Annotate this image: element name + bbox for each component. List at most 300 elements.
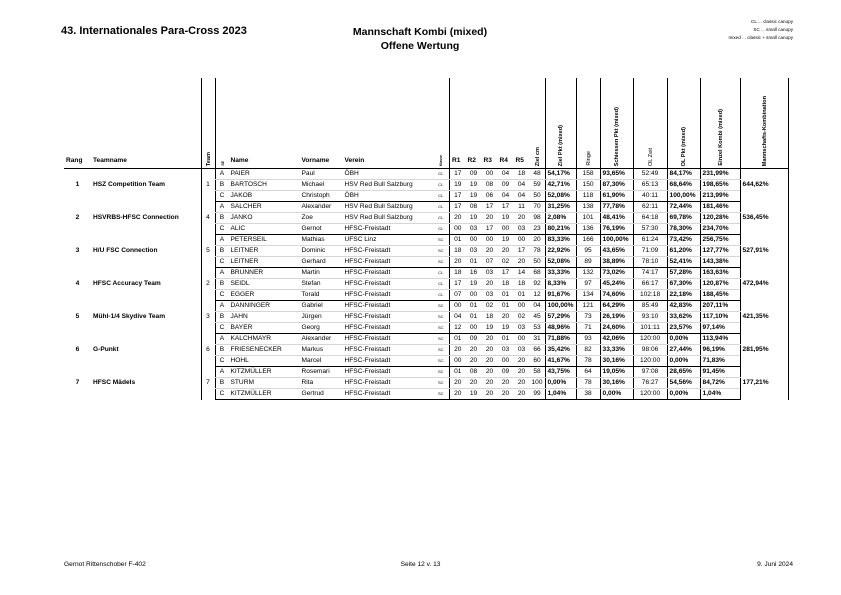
round-score-r5: 02 [514,312,530,323]
round-score-r4: 20 [498,389,514,400]
round-score-r3: 06 [482,191,498,202]
team-rank: 4 [75,280,80,287]
athlete-firstname: Stefan [300,279,343,290]
round-score-r3: 17 [482,202,498,213]
athlete-club: HFSC-Freistadt [343,268,433,279]
team-number: 4 [201,202,215,235]
table-row [64,202,788,213]
athlete-club: UFSC Linz [343,235,433,246]
athlete-firstname: Markus [300,345,343,356]
rings: 166 [576,235,600,246]
orienteering-time: 120:00 [633,389,667,400]
round-score-r4: 19 [498,213,514,224]
round-score-r3: 20 [482,246,498,257]
athlete-surname: JAHN [229,312,300,323]
round-score-r3: 17 [482,224,498,235]
individual-combined: 234,70% [700,224,740,235]
team-number: 7 [201,367,215,400]
round-score-r1: 17 [450,191,466,202]
athlete-surname: KITZMÜLLER [229,389,300,400]
round-score-r1: 20 [450,389,466,400]
athlete-club: HFSC-Freistadt [343,290,433,301]
rings: 78 [576,378,600,389]
rings: 136 [576,224,600,235]
orienteering-points: 23,57% [667,323,700,334]
individual-combined: 117,10% [700,312,740,323]
athlete-club: HFSC-Freistadt [343,301,433,312]
orienteering-time: 57:30 [633,224,667,235]
canopy-class: SC [433,246,450,257]
athlete-surname: PETERSEIL [229,235,300,246]
orienteering-points: 0,00% [667,389,700,400]
col-einzel-kombi: Einzel Kombi (mixed) [700,78,740,169]
target-points: 83,33% [545,235,576,246]
table-row [64,301,788,312]
starter-letter: A [215,268,229,279]
team-rank: 6 [75,346,80,353]
canopy-class: SC [433,257,450,268]
round-score-r3: 20 [482,367,498,378]
target-points: 52,08% [545,257,576,268]
shooting-points: 74,60% [600,290,633,301]
round-score-r2: 01 [466,301,482,312]
target-points: 52,08% [545,191,576,202]
orienteering-time: 93:10 [633,312,667,323]
round-score-r5: 18 [514,279,530,290]
round-score-r2: 09 [466,334,482,345]
orienteering-time: 120:00 [633,356,667,367]
orienteering-time: 65:13 [633,180,667,191]
round-score-r2: 08 [466,367,482,378]
orienteering-time: 52:49 [633,169,667,180]
orienteering-time: 62:11 [633,202,667,213]
round-score-r4: 19 [498,235,514,246]
round-score-r4: 20 [498,378,514,389]
round-score-r5: 04 [514,191,530,202]
round-score-r4: 20 [498,246,514,257]
shooting-points: 0,00% [600,389,633,400]
individual-combined: 91,45% [700,367,740,378]
starter-letter: C [215,389,229,400]
target-points: 0,00% [545,378,576,389]
canopy-class: SC [433,235,450,246]
round-score-r4: 01 [498,334,514,345]
target-cm: 50 [530,191,546,202]
starter-letter: C [215,323,229,334]
starter-letter: B [215,246,229,257]
round-score-r2: 19 [466,213,482,224]
individual-combined: 188,45% [700,290,740,301]
team-number: 1 [201,169,215,202]
round-score-r4: 17 [498,202,514,213]
starter-letter: C [215,257,229,268]
round-score-r4: 17 [498,268,514,279]
round-score-r1: 01 [450,235,466,246]
shooting-points: 61,90% [600,191,633,202]
orienteering-points: 54,56% [667,378,700,389]
col-r4: R4 [498,78,514,169]
shooting-points: 19,05% [600,367,633,378]
individual-combined: 181,46% [700,202,740,213]
competition-heading [320,25,520,53]
round-score-r2: 03 [466,224,482,235]
round-score-r2: 03 [466,246,482,257]
team-rank: 2 [75,214,80,221]
target-cm: 50 [530,257,546,268]
round-score-r5: 03 [514,224,530,235]
team-rank: 1 [75,181,80,189]
round-score-r2: 00 [466,235,482,246]
round-score-r3: 20 [482,378,498,389]
round-score-r4: 00 [498,356,514,367]
athlete-firstname: Zoe [300,213,343,224]
col-rang: Rang [64,78,91,169]
canopy-class: CL [433,268,450,279]
round-score-r2: 00 [466,290,482,301]
team-name: Mühl-1/4 Skydive Team [93,313,166,320]
orienteering-time: 97:08 [633,367,667,378]
shooting-points: 64,29% [600,301,633,312]
table-row [64,334,788,345]
athlete-surname: STURM [229,378,300,389]
team-combined-total: 536,45% [740,202,788,235]
canopy-class: CL [433,224,450,235]
orienteering-time: 120:00 [633,334,667,345]
canopy-class: CL [433,169,450,180]
athlete-club: HSV Red Bull Salzburg [343,180,433,191]
target-cm: 31 [530,334,546,345]
col-teamname: Teamname [91,78,201,169]
col-mannschafts-kombination: Mannschafts-Kombination [740,78,788,169]
rings: 121 [576,301,600,312]
athlete-surname: BARTOSCH [229,180,300,191]
target-points: 8,33% [545,279,576,290]
col-ziel-pkt: Ziel Pkt (mixed) [545,78,576,169]
individual-combined: 71,83% [700,356,740,367]
shooting-points: 30,16% [600,378,633,389]
starter-letter: B [215,345,229,356]
athlete-firstname: Gabriel [300,301,343,312]
col-ol-pkt: OL Pkt (mixed) [667,78,700,169]
round-score-r5: 20 [514,356,530,367]
rings: 93 [576,334,600,345]
athlete-club: HFSC-Freistadt [343,312,433,323]
target-points: 35,42% [545,345,576,356]
round-score-r3: 00 [482,169,498,180]
individual-combined: 1,04% [700,389,740,400]
round-score-r1: 17 [450,169,466,180]
rings: 95 [576,246,600,257]
athlete-club: HFSC-Freistadt [343,378,433,389]
col-name: Name [229,78,300,169]
round-score-r3: 07 [482,257,498,268]
col-r5: R5 [514,78,530,169]
canopy-class: SC [433,367,450,378]
round-score-r5: 20 [514,257,530,268]
round-score-r1: 00 [450,224,466,235]
round-score-r2: 19 [466,279,482,290]
round-score-r1: 20 [450,378,466,389]
athlete-firstname: Jürgen [300,312,343,323]
orienteering-points: 27,44% [667,345,700,356]
round-score-r5: 20 [514,213,530,224]
athlete-club: HFSC-Freistadt [343,389,433,400]
target-points: 48,96% [545,323,576,334]
col-verein: Verein [343,78,433,169]
col-ringe: Ringe [576,78,600,169]
col-team: Team [201,78,215,169]
canopy-legend [729,18,793,42]
individual-combined: 84,72% [700,378,740,389]
round-score-r1: 20 [450,345,466,356]
rings: 101 [576,213,600,224]
round-score-r2: 19 [466,389,482,400]
competition-title: Mannschaft Kombi (mixed) [352,26,488,38]
rings: 73 [576,312,600,323]
shooting-points: 76,19% [600,224,633,235]
target-cm: 78 [530,246,546,257]
footer-page: Seite 12 v. 13 [400,561,441,568]
individual-combined: 97,14% [700,323,740,334]
athlete-surname: BAYER [229,323,300,334]
rings: 38 [576,389,600,400]
orienteering-time: 71:09 [633,246,667,257]
round-score-r1: 01 [450,367,466,378]
legend-line: mixed ... classic + small canopy [728,35,793,40]
rings: 150 [576,180,600,191]
target-points: 54,17% [545,169,576,180]
team-name: G-Punkt [93,346,119,353]
orienteering-points: 52,41% [667,257,700,268]
athlete-firstname: Georg [300,323,343,334]
round-score-r2: 01 [466,257,482,268]
round-score-r5: 04 [514,180,530,191]
athlete-firstname: Rita [300,378,343,389]
rings: 64 [576,367,600,378]
athlete-club: HFSC-Freistadt [343,356,433,367]
team-name: HSZ Competition Team [93,181,166,189]
round-score-r5: 11 [514,202,530,213]
col-r1: R1 [450,78,466,169]
athlete-firstname: Christoph [300,191,343,202]
starter-letter: A [215,202,229,213]
athlete-club: HSV Red Bull Salzburg [343,202,433,213]
orienteering-points: 0,00% [667,356,700,367]
orienteering-points: 68,64% [667,180,700,191]
round-score-r2: 01 [466,312,482,323]
target-points: 33,33% [545,268,576,279]
round-score-r4: 18 [498,279,514,290]
starter-letter: C [215,191,229,202]
target-cm: 04 [530,301,546,312]
round-score-r4: 09 [498,367,514,378]
athlete-surname: SALCHER [229,202,300,213]
round-score-r2: 19 [466,180,482,191]
target-points: 80,21% [545,224,576,235]
shooting-points: 45,24% [600,279,633,290]
team-name: H/U FSC Connection [93,247,158,254]
round-score-r4: 03 [498,345,514,356]
canopy-class: CL [433,213,450,224]
canopy-class: SC [433,345,450,356]
orienteering-points: 61,20% [667,246,700,257]
athlete-firstname: Michael [300,180,343,191]
event-title: 43. Internationales Para-Cross 2023 [61,25,247,37]
round-score-r3: 20 [482,389,498,400]
target-cm: 23 [530,224,546,235]
canopy-class: SC [433,312,450,323]
team-number: 5 [201,235,215,268]
athlete-club: HFSC-Freistadt [343,279,433,290]
rings: 97 [576,279,600,290]
athlete-surname: BRUNNER [229,268,300,279]
target-points: 100,00% [545,301,576,312]
target-points: 57,29% [545,312,576,323]
round-score-r1: 04 [450,312,466,323]
team-combined-total: 472,94% [740,268,788,301]
team-rank: 5 [75,313,80,320]
round-score-r3: 00 [482,235,498,246]
starter-letter: B [215,312,229,323]
team-number: 6 [201,334,215,367]
shooting-points: 93,65% [600,169,633,180]
target-points: 43,75% [545,367,576,378]
round-score-r3: 20 [482,279,498,290]
round-score-r2: 08 [466,202,482,213]
target-cm: 58 [530,367,546,378]
round-score-r5: 00 [514,334,530,345]
target-points: 2,08% [545,213,576,224]
individual-combined: 127,77% [700,246,740,257]
athlete-surname: JAKOB [229,191,300,202]
shooting-points: 26,19% [600,312,633,323]
round-score-r2: 19 [466,191,482,202]
athlete-firstname: Alexander [300,334,343,345]
round-score-r1: 01 [450,334,466,345]
rings: 134 [576,290,600,301]
starter-letter: B [215,213,229,224]
col-ziel-cm: Ziel cm [530,78,546,169]
round-score-r5: 17 [514,246,530,257]
orienteering-points: 33,62% [667,312,700,323]
round-score-r2: 20 [466,356,482,367]
round-score-r2: 00 [466,323,482,334]
shooting-points: 100,00% [600,235,633,246]
round-score-r2: 20 [466,345,482,356]
team-combined-total: 177,21% [740,367,788,400]
athlete-club: HFSC-Freistadt [343,334,433,345]
athlete-firstname: Rosemari [300,367,343,378]
individual-combined: 198,65% [700,180,740,191]
canopy-class: CL [433,202,450,213]
shooting-points: 87,30% [600,180,633,191]
athlete-firstname: Gernot [300,224,343,235]
orienteering-time: 78:10 [633,257,667,268]
canopy-class: SC [433,356,450,367]
orienteering-time: 85:49 [633,301,667,312]
orienteering-time: 98:06 [633,345,667,356]
target-cm: 12 [530,290,546,301]
round-score-r4: 01 [498,301,514,312]
athlete-surname: EGGER [229,290,300,301]
results-table [64,78,789,400]
round-score-r4: 01 [498,290,514,301]
athlete-firstname: Alexander [300,202,343,213]
athlete-firstname: Gerhard [300,257,343,268]
round-score-r3: 20 [482,213,498,224]
team-name: HSVRBS-HFSC Connection [93,214,179,221]
starter-letter: C [215,290,229,301]
athlete-surname: KALCHMAYR [229,334,300,345]
orienteering-points: 72,44% [667,202,700,213]
target-points: 31,25% [545,202,576,213]
canopy-class: CL [433,290,450,301]
round-score-r1: 20 [450,213,466,224]
starter-letter: C [215,224,229,235]
athlete-surname: LEITNER [229,257,300,268]
shooting-points: 42,06% [600,334,633,345]
starter-letter: B [215,279,229,290]
target-cm: 53 [530,323,546,334]
round-score-r2: 09 [466,169,482,180]
rings: 71 [576,323,600,334]
round-score-r5: 03 [514,345,530,356]
round-score-r3: 19 [482,323,498,334]
orienteering-points: 57,28% [667,268,700,279]
orienteering-points: 42,83% [667,301,700,312]
round-score-r4: 19 [498,323,514,334]
round-score-r3: 18 [482,312,498,323]
round-score-r5: 20 [514,389,530,400]
rings: 118 [576,191,600,202]
orienteering-points: 69,78% [667,213,700,224]
athlete-club: HSV Red Bull Salzburg [343,213,433,224]
col-r2: R2 [466,78,482,169]
round-score-r5: 01 [514,290,530,301]
shooting-points: 38,89% [600,257,633,268]
starter-letter: B [215,180,229,191]
athlete-firstname: Paul [300,169,343,180]
round-score-r1: 18 [450,268,466,279]
round-score-r2: 20 [466,378,482,389]
table-row [64,268,788,279]
athlete-club: HFSC-Freistadt [343,224,433,235]
rings: 78 [576,356,600,367]
round-score-r5: 00 [514,235,530,246]
canopy-class: SC [433,378,450,389]
athlete-surname: SEIDL [229,279,300,290]
canopy-class: CL [433,279,450,290]
footer-date: 9. Juni 2024 [757,561,793,568]
individual-combined: 207,11% [700,301,740,312]
target-cm: 99 [530,389,546,400]
target-cm: 59 [530,180,546,191]
target-cm: 100 [530,378,546,389]
col-klasse: Klasse [433,78,450,169]
athlete-club: HFSC-Freistadt [343,257,433,268]
orienteering-time: 61:24 [633,235,667,246]
orienteering-points: 0,00% [667,334,700,345]
round-score-r5: 14 [514,268,530,279]
orienteering-points: 78,30% [667,224,700,235]
shooting-points: 30,16% [600,356,633,367]
round-score-r3: 08 [482,180,498,191]
round-score-r5: 00 [514,301,530,312]
athlete-firstname: Marcel [300,356,343,367]
legend-line: CL ... classic canopy [751,19,793,24]
round-score-r1: 17 [450,202,466,213]
round-score-r5: 03 [514,323,530,334]
